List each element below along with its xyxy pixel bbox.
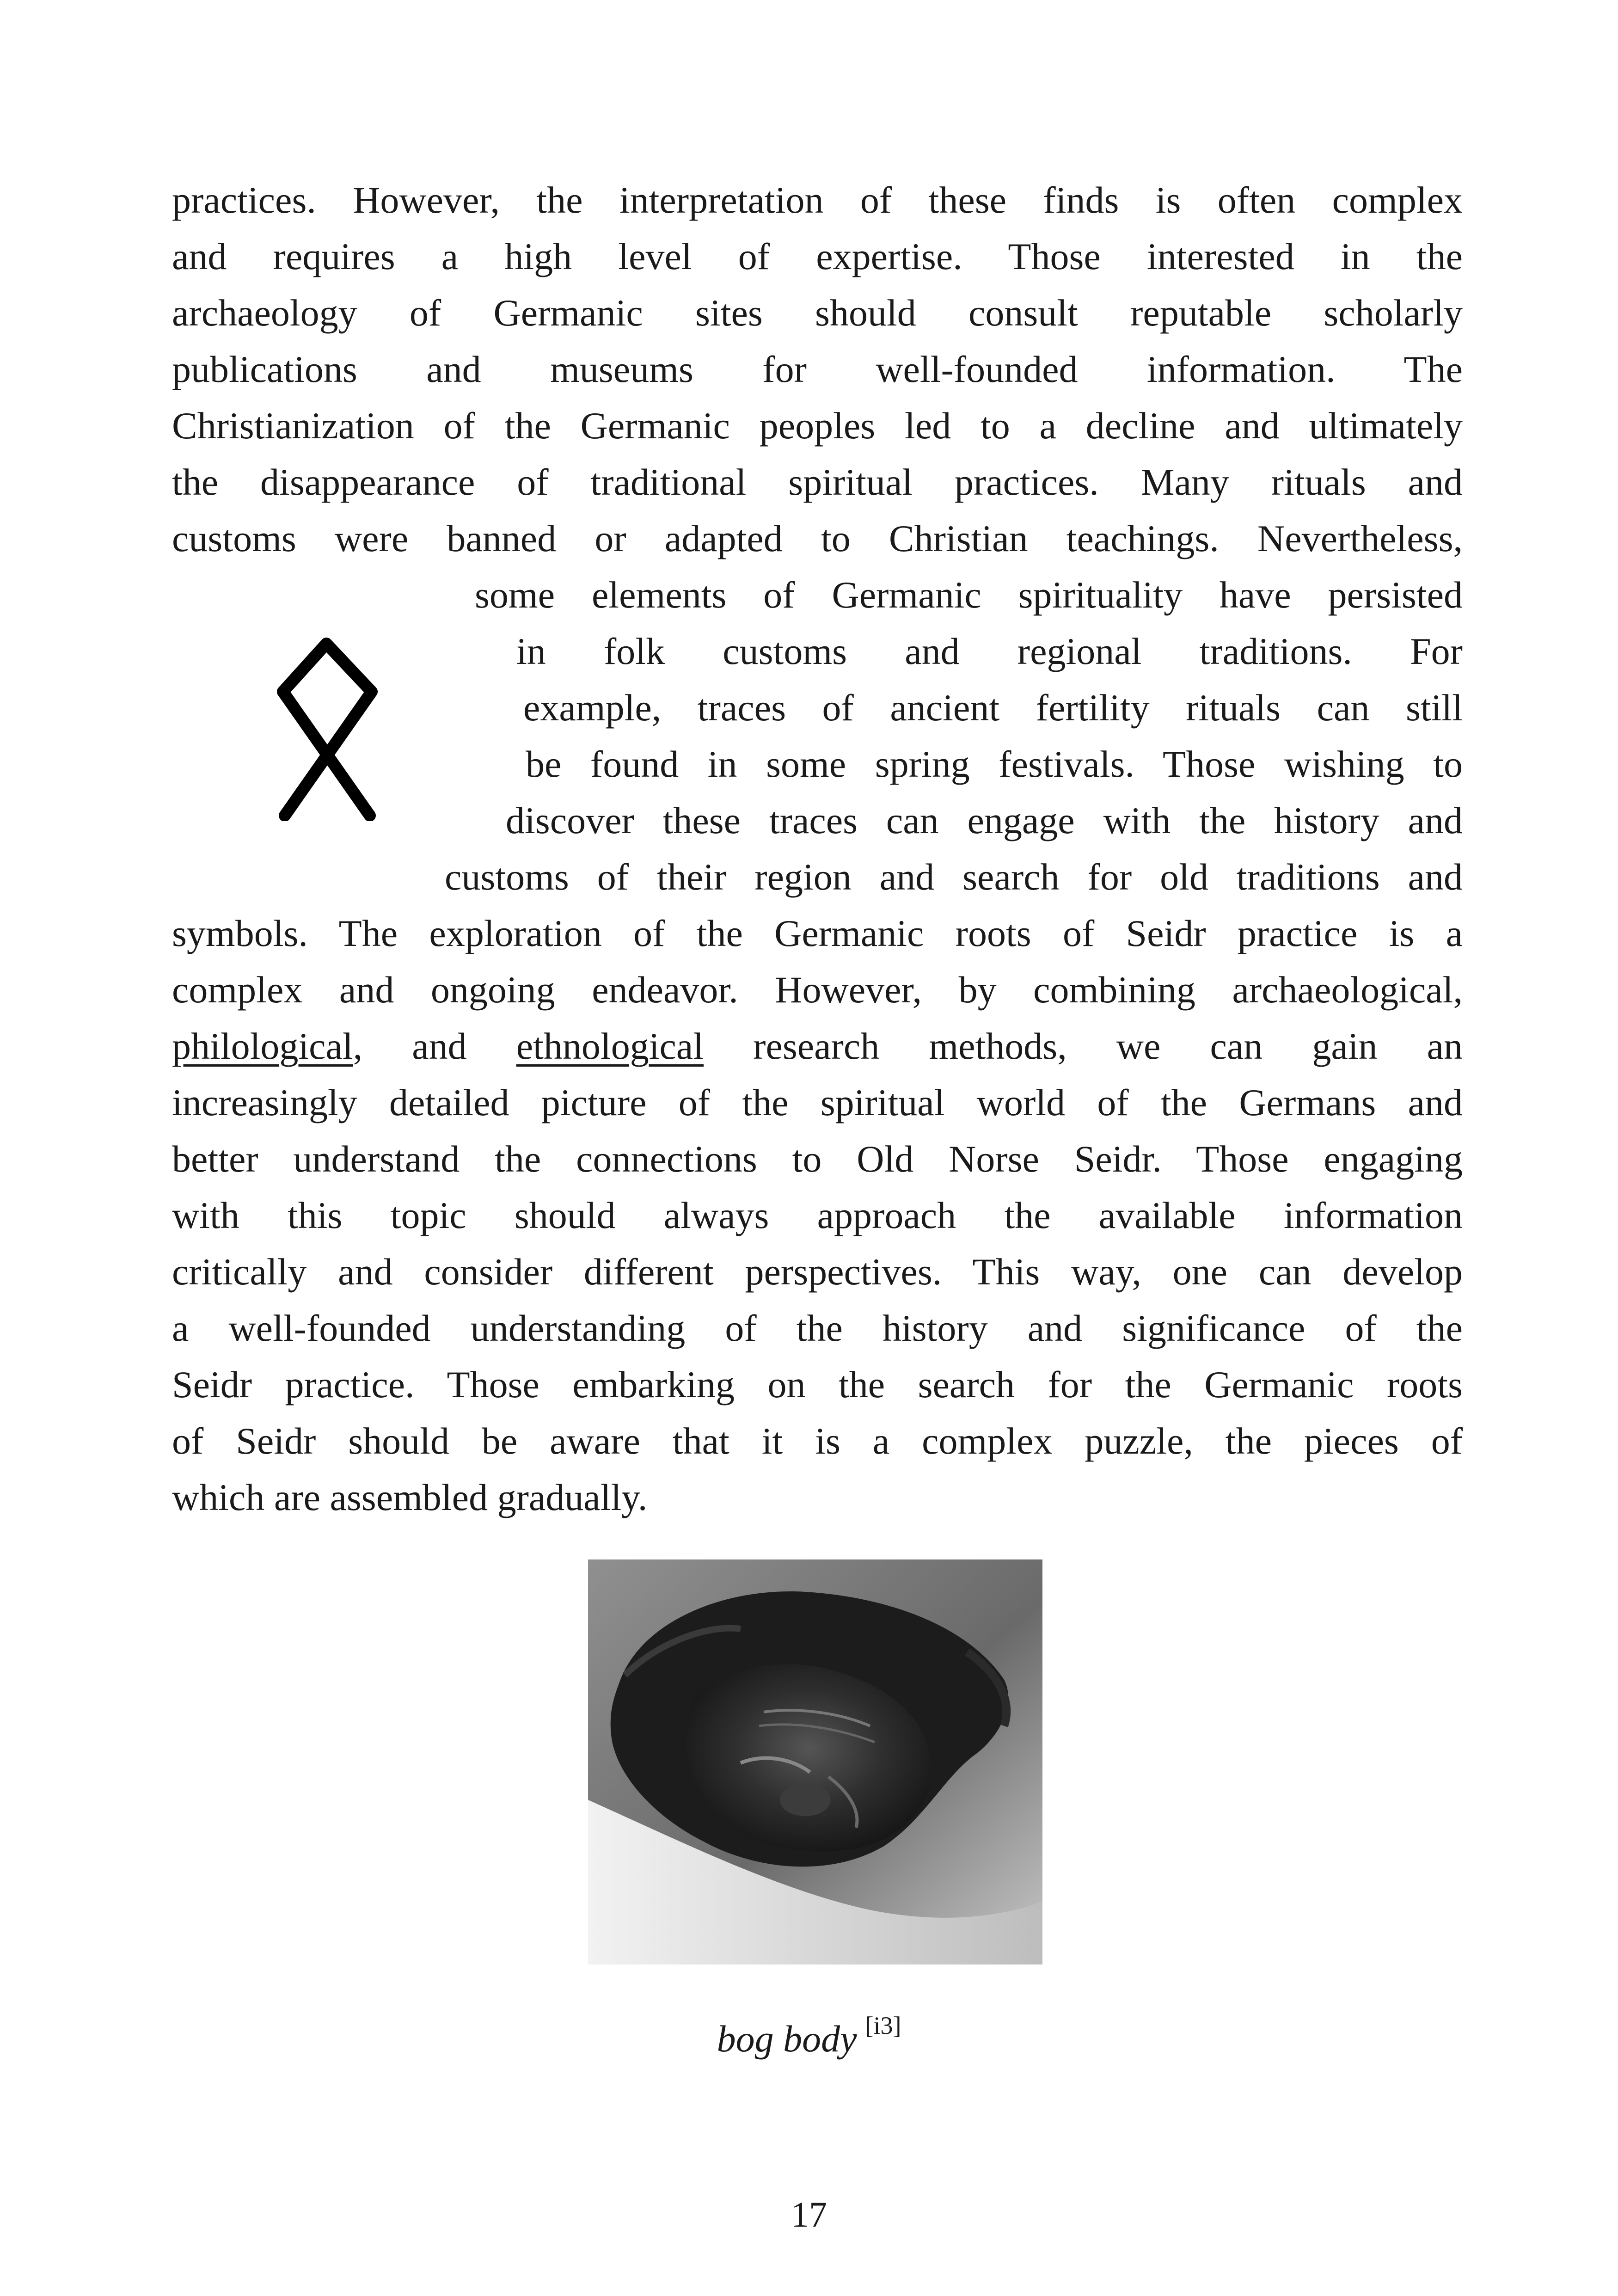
text-line: archaeology of Germanic sites should consult reputable scholarly [172,292,1463,334]
text-line: publications and museums for well-founded information. The [172,348,1463,390]
othala-rune-icon [272,636,383,821]
page-number: 17 [791,2194,827,2235]
figure-caption [0,2011,1618,2061]
text-line: symbols. The exploration of the Germanic roots of Seidr practice is a [172,912,1463,954]
text-line: with this topic should always approach the available information [172,1194,1463,1236]
text-fragment: , and [353,1025,516,1067]
ethnological-link[interactable]: ethnological [516,1025,704,1067]
text-line: critically and consider different perspectives. This way, one can develop [172,1251,1463,1293]
text-line: in folk customs and regional traditions. For [516,630,1463,672]
text-line: be found in some spring festivals. Those wishing to [526,743,1463,785]
text-line: Seidr practice. Those embarking on the search for the Germanic roots [172,1363,1463,1406]
text-line: better understand the connections to Old Norse Seidr. Those engaging [172,1138,1463,1180]
bog-body-photo [588,1559,1042,1964]
text-line: Christianization of the Germanic peoples led to a decline and ultimately [172,405,1463,447]
body-text [172,172,1463,1526]
text-line: a well-founded understanding of the history and significance of the [172,1307,1463,1349]
text-line: example, traces of ancient fertility rituals can still [523,687,1463,729]
text-line: of Seidr should be aware that it is a complex puzzle, the pieces of [172,1420,1463,1462]
text-fragment: research methods, we can gain an [704,1025,1463,1067]
text-line: customs were banned or adapted to Christian teachings. Nevertheless, [172,517,1463,559]
text-line: and requires a high level of expertise. Those interested in the [172,235,1463,277]
text-line: increasingly detailed picture of the spiritual world of the Germans and [172,1081,1463,1123]
philological-link[interactable]: philological [172,1025,353,1067]
caption-text: bog body [717,2018,857,2060]
text-line: practices. However, the interpretation of these finds is often complex [172,179,1463,221]
text-line-with-links [172,1018,1463,1074]
text-line: which are assembled gradually. [172,1476,648,1518]
text-line: discover these traces can engage with the history and [506,799,1463,841]
text-line: some elements of Germanic spirituality have persisted [475,574,1463,616]
text-line: complex and ongoing endeavor. However, by combining archaeological, [172,969,1463,1011]
text-line: customs of their region and search for old traditions and [445,856,1463,898]
text-line: the disappearance of traditional spiritual practices. Many rituals and [172,461,1463,503]
image-reference[interactable]: [i3] [865,2012,901,2039]
